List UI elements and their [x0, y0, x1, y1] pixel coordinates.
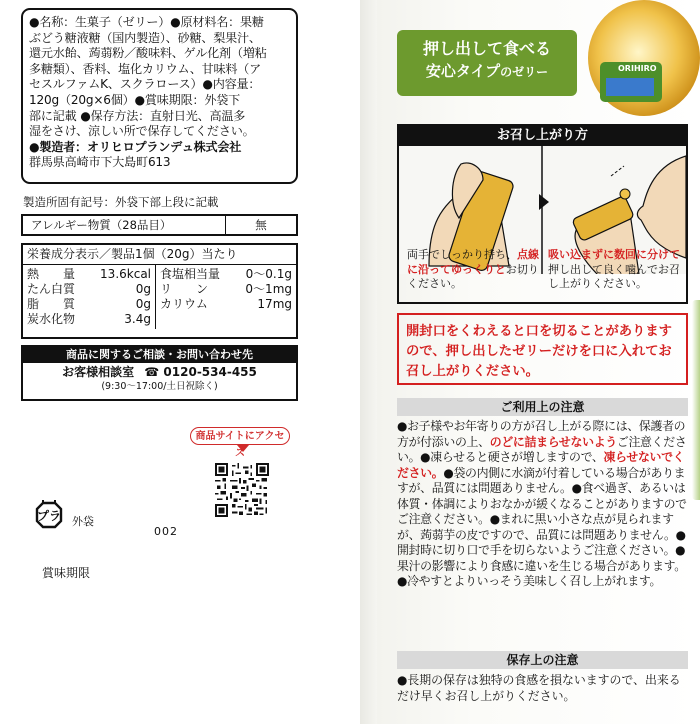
address-line: 群馬県高崎市下大島町613 [29, 155, 171, 170]
ingredients-line: セスルファムK、スクラロース）●内容量： [29, 77, 261, 92]
nutrition-row [27, 312, 151, 327]
nutrient-name: 熱 量 [27, 267, 76, 281]
ingredients-line: 120g（20g×6個）●賞味期限：外袋下 [29, 92, 241, 107]
nutrient-name: 食塩相当量 [160, 267, 221, 281]
usage-caution-title: ご利用上の注意 [397, 398, 688, 416]
nutrient-value: 13.6kcal [100, 267, 151, 281]
package-edge [692, 300, 700, 500]
phone-number[interactable]: ☎ 0120-534-455 [144, 365, 257, 379]
nutrition-row [160, 267, 292, 282]
nutrition-row [27, 297, 151, 312]
storage-caution-title: 保存上の注意 [397, 651, 688, 669]
product-site-badge[interactable]: 商品サイトにアクセス [190, 427, 290, 445]
howto-step1-text: 両手でしっかり持ち、点線に沿ってゆっくりとお切りください。 [407, 248, 539, 290]
usage-caution-body: ●お子様やお年寄りの方が召し上がる際には、保護者の方が付添いの上、のどに詰まらせないようご注意ください。●凍らせると硬さが増しますので、凍らせないでください。●袋の内側に水滴が付着している場合がありますが、品質には問題ありません。●食べ過ぎ、あるいは体質・体調によりおなかが緩くなることがありますのでご注意ください。●まれに黒い小さな点が見られますが、蒟蒻芋の皮ですので、品質には問題ありません。●開封時に切り口で手を切らないようご注意ください。●果汁の影響により食感に違いを生じる場合があります。●冷やすとよりいっそう美味しく召し上がれます。 [397, 419, 687, 588]
nutrition-title: 栄養成分表示／製品1個（20g）当たり [23, 245, 296, 265]
allergen-table [21, 214, 298, 236]
nutrient-name: たん白質 [27, 282, 76, 296]
nutrition-table [21, 243, 298, 339]
inquiry-box [21, 345, 298, 401]
nutrient-name: 炭水化物 [27, 312, 76, 326]
nutrition-row [27, 267, 151, 282]
nutrient-value: 0〜0.1g [245, 267, 292, 281]
ingredients-line: 湿をさけ、涼しい所で保存してください。 [29, 124, 255, 139]
ingredients-box [21, 8, 298, 184]
customer-service-label: お客様相談室 [62, 365, 135, 379]
mfg-code-note: 製造所固有記号：外袋下部上段に記載 [23, 195, 219, 209]
plastic-recycle-icon [33, 499, 65, 531]
ingredients-line: 多糖類）、香料、塩化カリウム、甘味料（ア [29, 61, 262, 76]
allergen-value: 無 [255, 218, 267, 232]
nutrient-name: 脂 質 [27, 297, 76, 311]
banner-line2a: 安心タイプ [425, 62, 501, 80]
arrow-down-icon [237, 445, 249, 452]
service-hours: (9:30〜17:00/土日祝除く) [101, 381, 218, 392]
nutrition-row [160, 297, 292, 312]
nutrient-value: 17mg [257, 297, 292, 311]
ingredients-line: ぶどう糖液糖（国内製造）、砂糖、梨果汁、 [29, 30, 261, 45]
manufacturer-line: ●製造者：オリヒロプランデュ株式会社 [29, 139, 242, 154]
howto-title: お召し上がり方 [399, 126, 686, 146]
warning-box: 開封口をくわえると口を切ることがありますので、押し出したゼリーだけを口に入れてお召し上がりください。 [397, 313, 688, 385]
nutrition-col-left [23, 265, 156, 329]
nutrition-row [160, 282, 292, 297]
nutrient-name: カリウム [160, 297, 208, 311]
outer-bag-label: 外袋 [72, 515, 94, 528]
ingredients-line: ●名称：生菓子（ゼリー）●原材料名：果糖 [29, 15, 264, 29]
ingredients-line: 部に記載 ●保存方法：直射日光、高温多 [29, 108, 246, 123]
inquiry-title: 商品に関するご相談・お問い合わせ先 [23, 347, 296, 363]
nutrient-value: 0g [135, 282, 151, 296]
pouch-brand-text: ORIHIRO [618, 64, 657, 73]
print-code: 002 [154, 525, 178, 538]
product-banner [397, 30, 577, 96]
banner-line1: 押し出して食べる [422, 39, 551, 58]
nutrition-col-right [156, 265, 296, 329]
expiry-label: 賞味期限 [42, 566, 91, 580]
nutrition-row [27, 282, 151, 297]
ingredients-line: 還元水飴、蒟蒻粉／酸味料、ゲル化剤（増粘 [29, 46, 267, 61]
nutrient-name: リ ン [160, 282, 209, 296]
allergen-label: アレルギー物質（28品目） [23, 216, 226, 234]
howto-step2-text: 吸い込まずに数回に分けて押し出して良く噛んでお召し上がりください。 [548, 248, 680, 290]
nutrient-value: 0g [135, 297, 151, 311]
panel-divider [360, 0, 377, 724]
recycle-mark-text: プラ [36, 509, 62, 523]
storage-caution-body: ●長期の保存は独特の食感を損ないますので、出来るだけ早くお召し上がりください。 [397, 673, 681, 703]
jelly-pouch-image [580, 0, 700, 118]
nutrient-value: 3.4g [124, 312, 151, 326]
nutrient-value: 0〜1mg [245, 282, 292, 296]
qr-code[interactable] [215, 463, 269, 517]
banner-line2b: のゼリー [500, 65, 549, 79]
